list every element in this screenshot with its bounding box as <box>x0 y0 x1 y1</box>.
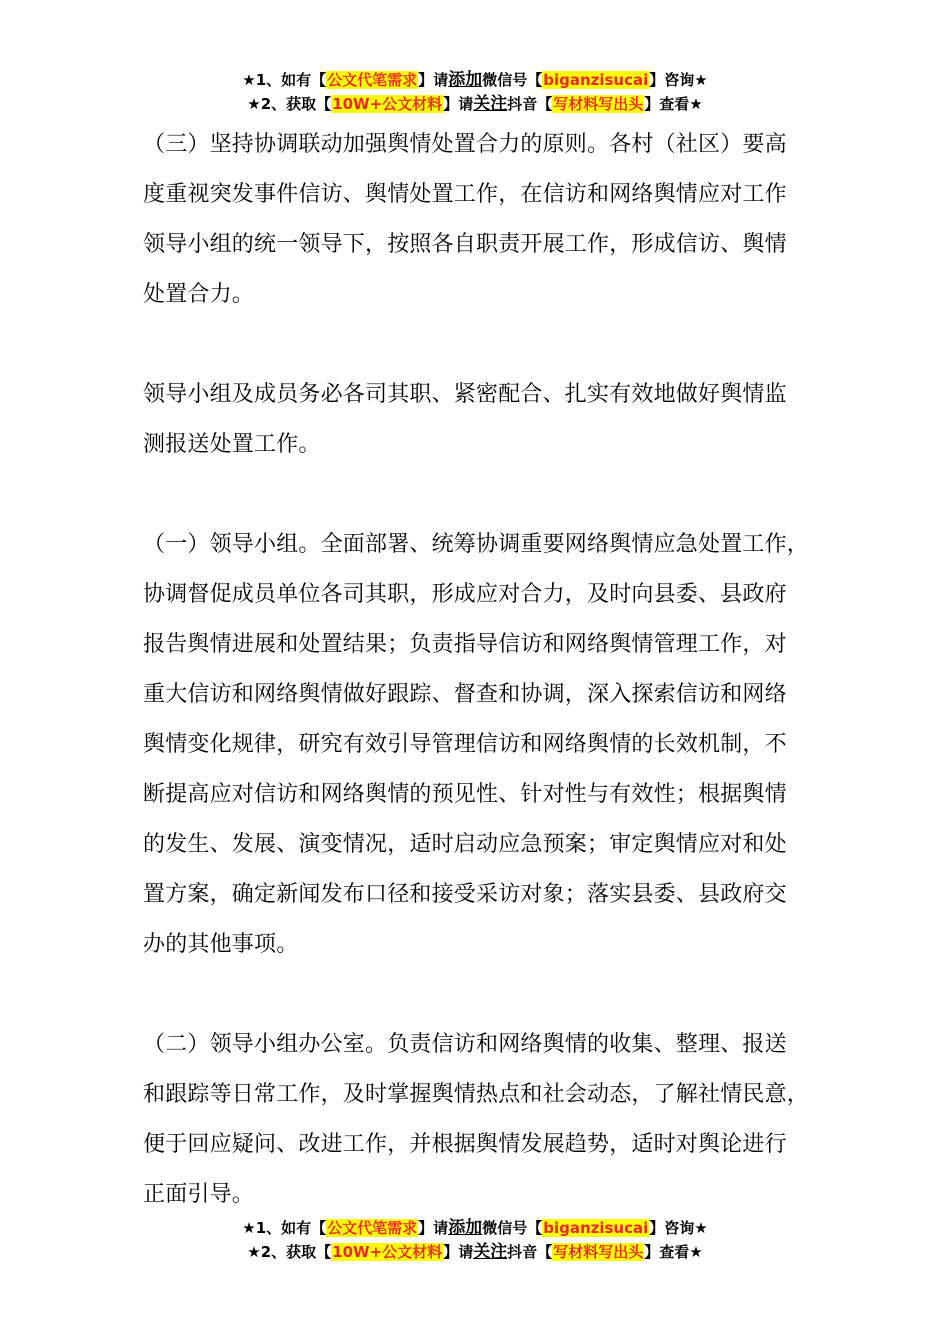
banner-text: 】咨询 <box>649 1219 695 1237</box>
paragraph-principle-three <box>143 120 833 320</box>
text-line: 处置合力。 <box>143 282 255 307</box>
text-line: 的发生、发展、演变情况，适时启动应急预案；审定舆情应对和处 <box>143 832 787 857</box>
highlight-douyin-account: 写材料写出头 <box>553 1243 644 1261</box>
star-icon: ★ <box>694 1219 708 1237</box>
document-body <box>143 120 833 1220</box>
banner-text: 】查看 <box>644 95 690 113</box>
text-line: 领导小组的统一领导下，按照各自职责开展工作，形成信访、舆情 <box>143 232 787 257</box>
star-icon: ★ <box>689 95 703 113</box>
highlight-materials: 10W+公文材料 <box>332 1243 443 1261</box>
banner-text: 】请 <box>418 71 449 89</box>
banner-text: 】请 <box>418 1219 449 1237</box>
paragraph-gap <box>143 970 833 1020</box>
banner-text: 微信号【 <box>482 71 543 89</box>
underlined-action: 关注 <box>473 94 508 114</box>
text-line: 正面引导。 <box>143 1182 255 1207</box>
footer-banner <box>0 1216 950 1264</box>
text-line: 办的其他事项。 <box>143 932 299 957</box>
text-line: 报告舆情进展和处置结果；负责指导信访和网络舆情管理工作，对 <box>143 632 787 657</box>
star-icon: ★ <box>242 71 256 89</box>
text-line: 舆情变化规律，研究有效引导管理信访和网络舆情的长效机制，不 <box>143 732 787 757</box>
paragraph-gap <box>143 470 833 520</box>
banner-line-2 <box>0 1240 950 1264</box>
banner-text: 微信号【 <box>482 1219 543 1237</box>
banner-line-1 <box>0 1216 950 1240</box>
underlined-action: 添加 <box>448 70 483 90</box>
text-line: （一）领导小组。全面部署、统筹协调重要网络舆情应急处置工作， <box>143 532 810 557</box>
banner-text: 抖音【 <box>507 95 553 113</box>
banner-text: 2、获取【 <box>260 95 332 113</box>
banner-text: 】查看 <box>644 1243 690 1261</box>
text-line: （三）坚持协调联动加强舆情处置合力的原则。各村（社区）要高 <box>143 132 787 157</box>
text-line: 重大信访和网络舆情做好跟踪、督查和协调，深入探索信访和网络 <box>143 682 787 707</box>
banner-text: 2、获取【 <box>260 1243 332 1261</box>
text-line: 度重视突发事件信访、舆情处置工作，在信访和网络舆情应对工作 <box>143 182 787 207</box>
star-icon: ★ <box>694 71 708 89</box>
paragraph-leading-group <box>143 520 833 970</box>
highlight-douyin-account: 写材料写出头 <box>553 95 644 113</box>
text-line: 领导小组及成员务必各司其职、紧密配合、扎实有效地做好舆情监 <box>143 382 787 407</box>
banner-text: 】请 <box>443 1243 474 1261</box>
banner-text: 】请 <box>443 95 474 113</box>
text-line: 和跟踪等日常工作，及时掌握舆情热点和社会动态，了解社情民意， <box>143 1082 810 1107</box>
highlight-materials: 10W+公文材料 <box>332 95 443 113</box>
banner-line-2 <box>0 92 950 116</box>
underlined-action: 添加 <box>448 1218 483 1238</box>
banner-text: 1、如有【 <box>255 1219 327 1237</box>
star-icon: ★ <box>689 1243 703 1261</box>
text-line: （二）领导小组办公室。负责信访和网络舆情的收集、整理、报送 <box>143 1032 787 1057</box>
header-banner <box>0 68 950 116</box>
highlight-service: 公文代笔需求 <box>327 1219 418 1237</box>
highlight-service: 公文代笔需求 <box>327 71 418 89</box>
text-line: 测报送处置工作。 <box>143 432 321 457</box>
text-line: 置方案，确定新闻发布口径和接受采访对象；落实县委、县政府交 <box>143 882 787 907</box>
text-line: 便于回应疑问、改进工作，并根据舆情发展趋势，适时对舆论进行 <box>143 1132 787 1157</box>
banner-line-1 <box>0 68 950 92</box>
banner-text: 1、如有【 <box>255 71 327 89</box>
banner-text: 抖音【 <box>507 1243 553 1261</box>
paragraph-group-office <box>143 1020 833 1220</box>
star-icon: ★ <box>247 95 261 113</box>
highlight-wechat-id: biganzisucai <box>543 71 649 89</box>
highlight-wechat-id: biganzisucai <box>543 1219 649 1237</box>
text-line: 断提高应对信访和网络舆情的预见性、针对性与有效性；根据舆情 <box>143 782 787 807</box>
paragraph-gap <box>143 320 833 370</box>
underlined-action: 关注 <box>473 1242 508 1262</box>
star-icon: ★ <box>247 1243 261 1261</box>
star-icon: ★ <box>242 1219 256 1237</box>
paragraph-responsibilities <box>143 370 833 470</box>
banner-text: 】咨询 <box>649 71 695 89</box>
text-line: 协调督促成员单位各司其职，形成应对合力，及时向县委、县政府 <box>143 582 787 607</box>
